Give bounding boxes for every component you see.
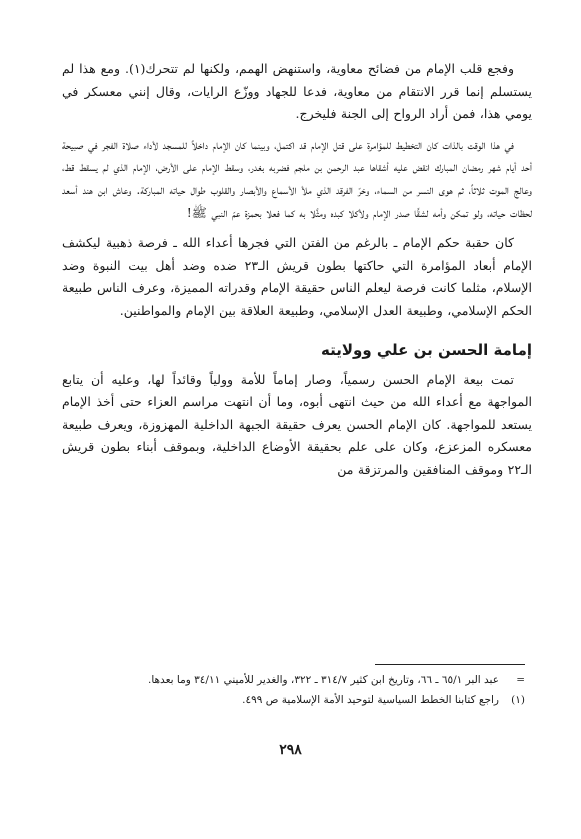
- footnotes: [53, 672, 525, 712]
- footnote-text: راجع كتابنا الخطط السياسية لتوحيد الأمة الإسلامية ص ٤٩٩.: [242, 694, 499, 706]
- main-text: [62, 58, 532, 490]
- paragraph-2: في هذا الوقت بالذات كان التخطيط للمؤامرة على قتل الإمام قد اكتمل، وبينما كان الإمام داخلاً للمسجد لأداء صلاة الفجر في صبيحة أحد أيام شهر رمضان المبارك انقض عليه أشقاها عبد الرحمن بن ملجم فضربه بغدر، وسقط الإمام على الأرض، الإمام الذي لم يسقط قط، وعالج الموت ثلاثاً، ثم هوى النسر من السماء، وخرّ الفرقد الذي ملأ الأسماع والأبصار والقلوب طوال حياته المباركة. وعاش ابن هند أسعد لحظات حياته، ولو تمكن وأمه لشقَّا صدر الإمام ولأكلا كبده ومثَّلا به كما فعلا بحمزة عمّ النبي ﷺ!: [62, 136, 532, 220]
- paragraph-4: تمت بيعة الإمام الحسن رسمياً، وصار إماماً للأمة وولياً وقائداً لها، وعليه أن يتابع المواجهة مع أعداء الله من حيث انتهى أبوه، وما أن انتهت مراسم العزاء حتى أخذ الإمام يستعد للمواجهة. كان الإمام الحسن يعرف حقيقة الجبهة الداخلية المهزوزة، ويعرف طبيعة معسكره المزعزع، وكان على علم بحقيقة الأوضاع الداخلية، وبموقف أبناء بطون قريش الـ٢٢ وموقف المنافقين والمرتزقة من: [62, 371, 532, 477]
- footnote-continued: [53, 672, 525, 689]
- footnote-text: عبد البر ٦٥/١ ـ ٦٦، وتاريخ ابن كثير ٣١٤/٧ ـ ٣٢٢، والغدير للأميني ٣٤/١١ وما بعدها.: [147, 674, 499, 686]
- footnote-mark: (١): [511, 694, 525, 706]
- paragraph-1: وفجع قلب الإمام من فضائح معاوية، واستنهض الهمم، ولكنها لم تتحرك(١). ومع هذا لم يستسلم إنما قرر الانتقام من معاوية، فدعا للجهاد ووزّع الرايات، وقال إنني معسكر في يومي هذا، فمن أراد الرواح إلى الجنة فليخرج.: [62, 61, 532, 122]
- page-number: ٢٩٨: [279, 742, 302, 758]
- paragraph-3: كان حقبة حكم الإمام ـ بالرغم من الفتن التي فجرها أعداء الله ـ فرصة ذهبية ليكشف الإمام أبعاد المؤامرة التي حاكتها بطون قريش الـ٢٣ ضده وضد أهل بيت النبوة وضد الإسلام، مثلما كانت فرصة ليعلم الناس حقيقة الإمام وقدراته المميزة، وعرف الناس طبيعة الحكم الإسلامي، وطبيعة العدل الإسلامي، وطبيعة العلاقة بين الإمام والمواطنين.: [62, 235, 532, 318]
- footnote-1: [53, 692, 525, 709]
- section-heading: إمامة الحسن بن علي وولايته: [320, 340, 532, 359]
- footnote-mark: =: [516, 674, 525, 686]
- footnote-divider: [375, 664, 525, 665]
